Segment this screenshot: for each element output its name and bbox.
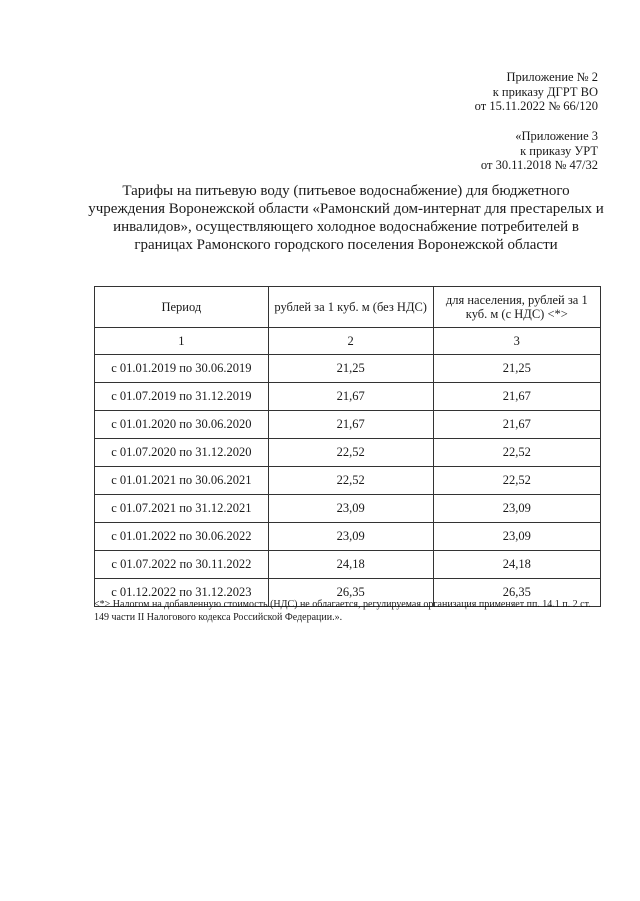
population-price-cell: 23,09 <box>433 495 600 523</box>
population-price-cell: 21,67 <box>433 411 600 439</box>
period-cell: с 01.07.2021 по 31.12.2021 <box>95 495 269 523</box>
price-cell: 23,09 <box>268 495 433 523</box>
appendix-2-line-3: от 30.11.2018 № 47/32 <box>480 158 598 172</box>
population-price-cell: 21,67 <box>433 383 600 411</box>
table-row <box>95 495 601 523</box>
table-row <box>95 383 601 411</box>
appendix-2-line-2: к приказу УРТ <box>520 143 598 158</box>
appendix-1-line-3: от 15.11.2022 № 66/120 <box>474 99 598 113</box>
price-cell: 21,67 <box>268 383 433 411</box>
period-cell: с 01.01.2021 по 30.06.2021 <box>95 467 269 495</box>
population-price-cell: 21,25 <box>433 355 600 383</box>
appendix-1-line-2: к приказу ДГРТ ВО <box>492 84 598 99</box>
table-header-row <box>95 287 601 328</box>
population-price-cell: 22,52 <box>433 439 600 467</box>
column-number: 2 <box>268 328 433 355</box>
period-cell: с 01.12.2022 по 31.12.2023 <box>95 579 269 607</box>
price-cell: 23,09 <box>268 523 433 551</box>
price-cell: 26,35 <box>268 579 433 607</box>
header-price-no-vat: рублей за 1 куб. м (без НДС) <box>268 287 433 328</box>
period-cell: с 01.01.2022 по 30.06.2022 <box>95 523 269 551</box>
period-cell: с 01.01.2019 по 30.06.2019 <box>95 355 269 383</box>
column-number: 1 <box>95 328 269 355</box>
table-row <box>95 411 601 439</box>
appendix-reference-2 <box>481 129 598 173</box>
price-cell: 21,67 <box>268 411 433 439</box>
header-period: Период <box>95 287 269 328</box>
period-cell: с 01.01.2020 по 30.06.2020 <box>95 411 269 439</box>
table-row <box>95 523 601 551</box>
table-row <box>95 551 601 579</box>
population-price-cell: 23,09 <box>433 523 600 551</box>
price-cell: 24,18 <box>268 551 433 579</box>
price-cell: 22,52 <box>268 439 433 467</box>
table-row <box>95 467 601 495</box>
price-cell: 21,25 <box>268 355 433 383</box>
table-row <box>95 355 601 383</box>
appendix-reference-1 <box>475 70 598 114</box>
tariff-table <box>94 286 601 607</box>
appendix-1-line-1: Приложение № 2 <box>506 70 598 84</box>
population-price-cell: 22,52 <box>433 467 600 495</box>
period-cell: с 01.07.2019 по 31.12.2019 <box>95 383 269 411</box>
column-number-row <box>95 328 601 355</box>
price-cell: 22,52 <box>268 467 433 495</box>
population-price-cell: 24,18 <box>433 551 600 579</box>
vat-footnote: <*> Налогом на добавленную стоимость (НДС) не облагается, регулируемая организация применяет пп. 14.1 п. 2 ст. 149 части II Налогового кодекса Российской Федерации.». <box>94 599 591 623</box>
population-price-cell: 26,35 <box>433 579 600 607</box>
column-number: 3 <box>433 328 600 355</box>
header-price-population: для населения, рублей за 1 куб. м (с НДС) <*> <box>433 287 600 328</box>
appendix-2-line-1: «Приложение 3 <box>515 129 598 143</box>
period-cell: с 01.07.2020 по 31.12.2020 <box>95 439 269 467</box>
period-cell: с 01.07.2022 по 30.11.2022 <box>95 551 269 579</box>
document-title: Тарифы на питьевую воду (питьевое водоснабжение) для бюджетного учреждения Воронежской области «Рамонский дом-интернат для престарелых и инвалидов», осуществляющего холодное водоснабжение потребителей в границах Рамонского городского поселения Воронежской области <box>88 183 604 253</box>
table-row <box>95 439 601 467</box>
